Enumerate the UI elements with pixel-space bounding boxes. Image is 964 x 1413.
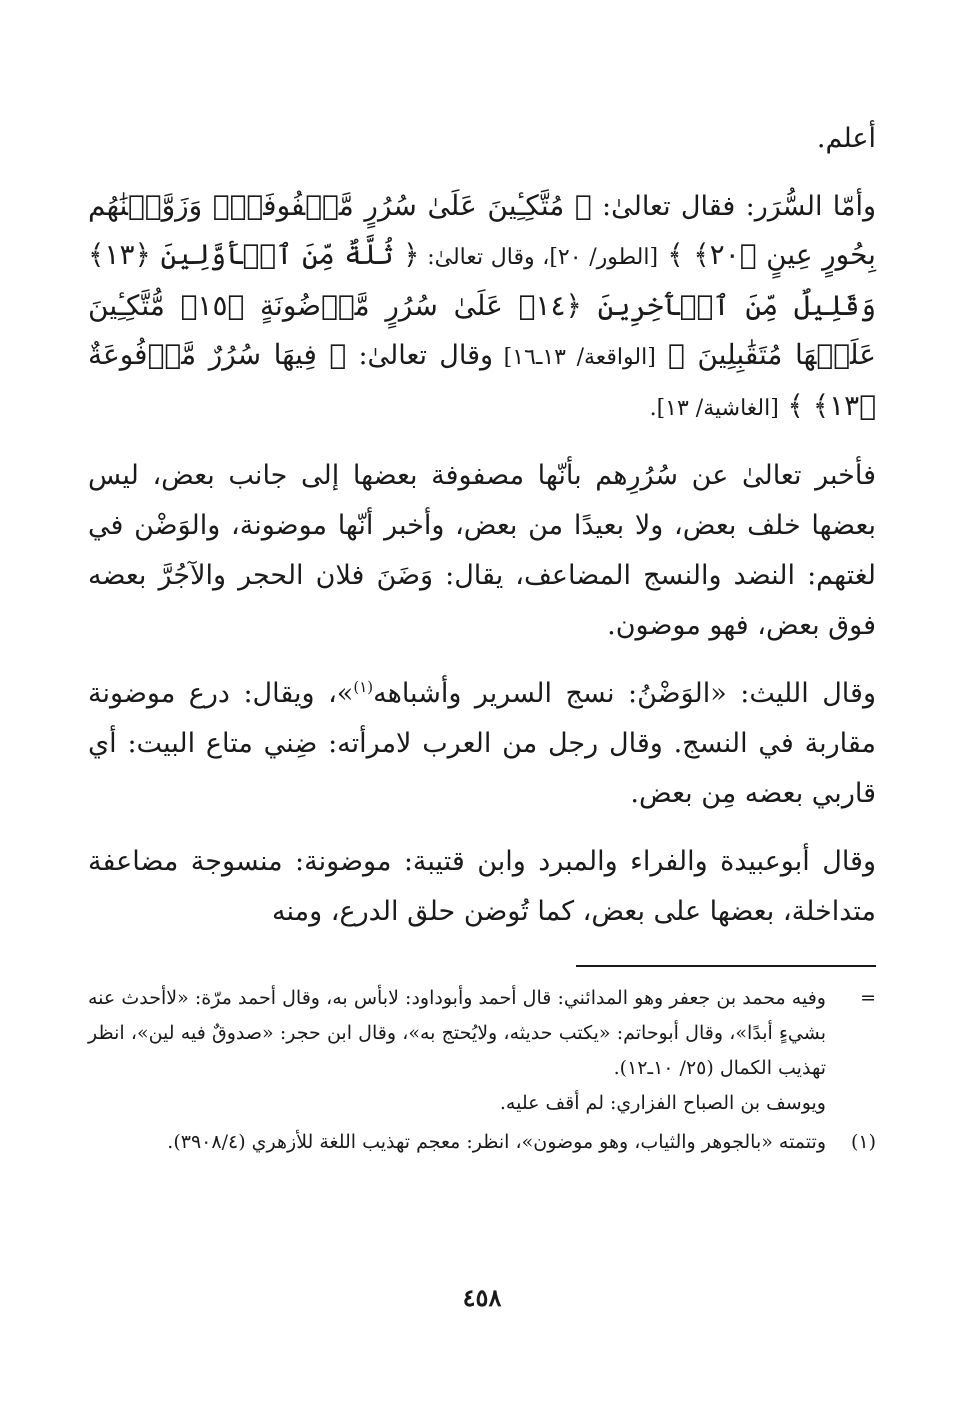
paragraph-quran xyxy=(88,182,876,433)
verse-reference: [الطور/ ٢٠]، وقال تعالىٰ: xyxy=(419,245,659,270)
footnote-line: وفيه محمد بن جعفر وهو المدائني: قال أحمد وأبوداود: لابأس به، وقال أحمد مرّة: «لاأحدث عنه بشيءٍ أبدًا»، وقال أبوحاتم: «يكتب حديثه، ولايُحتج به»، وقال ابن حجر: «صدوقٌ فيه لين»، انظر تهذيب الكمال (٢٥/ ١٠ـ١٢). xyxy=(88,987,826,1079)
footnote-body: وتتمته «بالجوهر والثياب، وهو موضون»، انظر: معجم تهذيب اللغة للأزهري (٣٩٠٨/٤). xyxy=(167,1131,826,1153)
footnote-mark: = xyxy=(860,987,876,1009)
footnote-mark: (١) xyxy=(850,1131,876,1153)
page-number: ٤٥٨ xyxy=(462,1283,502,1312)
quran-verse: ﴿ مُتَّكِـِٔينَ عَلَىٰ سُرُرٍ مَّصۡفُوفَةٍۖ وَزَوَّجۡنَٰهُم بِحُورٍ عِينٍ ﴿٢٠﴾ ﴾ xyxy=(88,189,876,271)
paragraph-4: وقال أبوعبيدة والفراء والمبرد وابن قتيبة: موضونة: منسوجة مضاعفة متداخلة، بعضها على بعض، كما تُوضن حلق الدرع، ومنه xyxy=(88,846,876,927)
text-span: وقال تعالىٰ: xyxy=(346,340,494,371)
footnotes xyxy=(88,981,876,1160)
text-span: »، ويقال: درع موضونة مقاربة في النسج. وقال رجل من العرب لامرأته: ضِني متاع البيت: أي قاربي بعضه مِن بعض. xyxy=(88,678,876,809)
verse-reference: [الغاشية/ ١٣]. xyxy=(649,396,779,421)
text-span: وأمّا السُّرَر: فقال تعالىٰ: xyxy=(591,191,876,222)
paragraph-2: فأخبر تعالىٰ عن سُرُرِهم بأنّها مصفوفة بعضها إلى جانب بعض، ليس بعضها خلف بعض، ولا بعيدًا من بعض، وأخبر أنّها موضونة، والوَضْن في لغتهم: النضد والنسج المضاعف، يقال: وَضَنَ فلان الحجر والآجُرَّ بعضه فوق بعض، فهو موضون. xyxy=(88,460,876,641)
quran-verse: ﴿ فِيهَا سُرُرٌ مَّرۡفُوعَةٌ ﴿١٣﴾ ﴾ xyxy=(88,338,876,422)
text-span: وقال الليث: «الوَضْنُ: نسج السرير وأشباهه xyxy=(373,678,876,709)
footnote-reference: (١) xyxy=(353,678,374,696)
footnote-continued xyxy=(88,981,876,1121)
lead-text: أعلم. xyxy=(816,123,876,154)
quran-verse: ﴿ ثُلَّةٌ مِّنَ ٱلۡأَوَّلِينَ ﴿١٣﴾ وَقَلِيلٌ مِّنَ ٱلۡأٓخِرِينَ ﴿١٤﴾ عَلَىٰ سُرُرٍ مَّوۡضُونَةٍ ﴿١٥﴾ مُّتَّكِـِٔينَ عَلَيۡهَا مُتَقَٰبِلِينَ ﴾ xyxy=(88,238,876,371)
verse-reference: [الواقعة/ ١٣ـ١٦] xyxy=(493,345,656,370)
footnote-line: ويوسف بن الصباح الفزاري: لم أقف عليه. xyxy=(499,1092,826,1114)
paragraph-3 xyxy=(88,669,876,819)
footnote-1 xyxy=(88,1125,876,1160)
footnote-body xyxy=(88,981,826,1121)
footnote-divider xyxy=(576,965,876,967)
